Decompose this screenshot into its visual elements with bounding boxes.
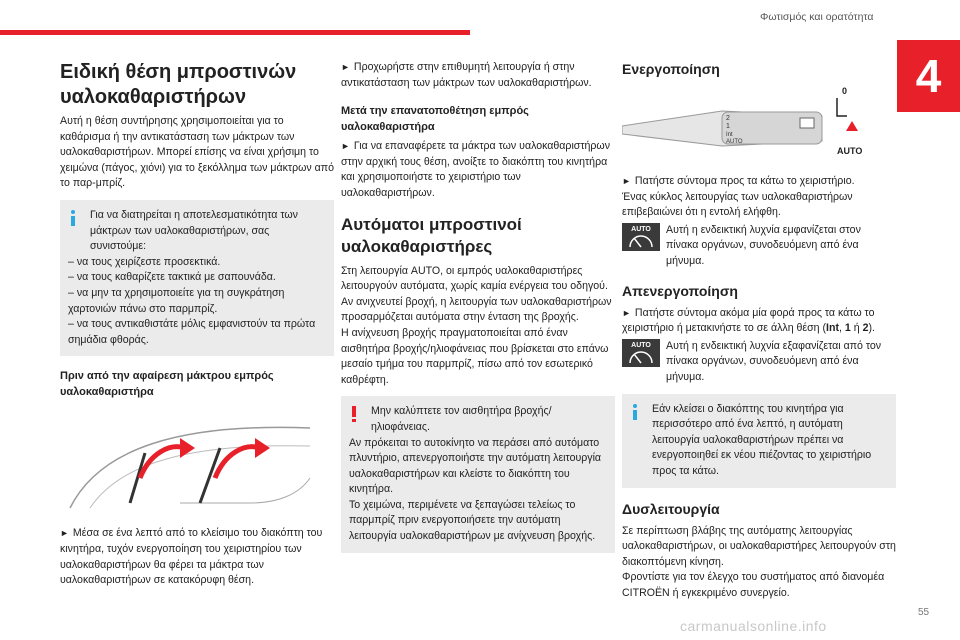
warning-box bbox=[341, 396, 615, 552]
step-arrow-icon: ► bbox=[60, 528, 69, 539]
warning-icon bbox=[349, 406, 359, 422]
intro-paragraph: Αυτή η θέση συντήρησης χρησιμοποιείται για το καθάρισμα ή την αντικατάσταση των μάκτρων των υαλοκαθαριστήρων. Μπορεί επίσης να είναι χρήσιμη το χειμώνα (πάγος, χιόνι) για το ξεκόλλημα των μάκτρων από το παρ-μπρίζ. bbox=[60, 115, 334, 190]
subheading-activation: Ενεργοποίηση bbox=[622, 61, 720, 77]
auto-wiper-indicator-icon: AUTO bbox=[622, 339, 660, 367]
warning-text: Το χειμώνα, περιμένετε να ξεπαγώσει τελείως το παρμπρίζ πριν ενεργοποιήσετε την αυτόματη λειτουργία υαλοκαθαριστήρων με ανίχνευση βροχής. bbox=[349, 498, 596, 543]
auto-wiper-indicator-icon: AUTO bbox=[622, 223, 660, 251]
indicator-text: Αυτή η ενδεικτική λυχνία εξαφανίζεται από τον πίνακα οργάνων, συνοδευόμενη από ένα μήνυμα. bbox=[666, 339, 882, 383]
chapter-number-tab: 4 bbox=[897, 40, 960, 112]
info-box bbox=[60, 200, 334, 356]
warning-text: Μην καλύπτετε τον αισθητήρα βροχής/ηλιοφάνειας. bbox=[371, 405, 552, 433]
stalk-label-auto: AUTO bbox=[726, 139, 743, 145]
column-right bbox=[622, 60, 896, 601]
instruction-step: ► Μέσα σε ένα λεπτό από το κλείσιμο του διακόπτη του κινητήρα, τυχόν ενεργοποίηση του χειριστηρίου των υαλοκαθαριστήρων θα φέρει τα μάκτρα των υαλοκαθαριστήρων σε κατακόρυφη θέση. bbox=[60, 527, 323, 587]
step-arrow-icon: ► bbox=[622, 176, 631, 186]
subheading: Πριν από την αφαίρεση μάκτρου εμπρός υαλοκαθαριστήρα bbox=[60, 370, 274, 399]
body-paragraph: Σε περίπτωση βλάβης της αυτόματης λειτουργίας υαλοκαθαριστήρων, οι υαλοκαθαριστήρες λειτουργούν στη διακοπτόμενη κίνηση. bbox=[622, 524, 896, 568]
auto-indicator-row bbox=[622, 223, 896, 270]
stalk-label-2: 2 bbox=[726, 115, 730, 122]
stalk-zero-label: 0 bbox=[842, 86, 848, 96]
instruction-step: ► Πατήστε σύντομα ακόμα μία φορά προς τα κάτω το χειριστήριο ή μετακινήστε το σε άλλη θέση (Int, 1 ή 2). bbox=[622, 306, 875, 335]
subheading-deactivation: Απενεργοποίηση bbox=[622, 282, 738, 299]
instruction-step: ► Πατήστε σύντομα προς τα κάτω το χειριστήριο. bbox=[622, 175, 855, 187]
instruction-step: ► Προχωρήστε στην επιθυμητή λειτουργία ή στην αντικατάσταση των μάκτρων των υαλοκαθαριστήρων. bbox=[341, 61, 592, 89]
stalk-auto-label: AUTO bbox=[837, 146, 863, 156]
press-arrow-icon bbox=[846, 121, 858, 131]
indicator-text: Αυτή η ενδεικτική λυχνία εμφανίζεται στον πίνακα οργάνων, συνοδευόμενη από ένα μήνυμα. bbox=[666, 223, 861, 267]
body-paragraph: Φροντίστε για τον έλεγχο του συστήματος από διανομέα CITROËN ή εγκεκριμένο συνεργείο. bbox=[622, 571, 885, 599]
subheading: Μετά την επανατοποθέτηση εμπρός υαλοκαθαριστήρα bbox=[341, 105, 529, 134]
subheading-malfunction: Δυσλειτουργία bbox=[622, 500, 720, 517]
info-text: Εάν κλείσει ο διακόπτης του κινητήρα για περισσότερο από ένα λεπτό, η αυτόματη λειτουργία υαλοκαθαριστήρων πρέπει να ενεργοποιηθεί εκ νέου πιέζοντας το χειριστήριο προς τα κάτω. bbox=[652, 402, 872, 477]
windshield-wipers-illustration bbox=[60, 408, 320, 518]
step-arrow-icon: ► bbox=[341, 62, 350, 72]
info-box bbox=[622, 394, 896, 488]
stalk-label-1: 1 bbox=[726, 123, 730, 130]
info-list-item: – να τους χειρίζεστε προσεκτικά. bbox=[68, 255, 221, 268]
step-arrow-icon: ► bbox=[622, 307, 631, 318]
body-paragraph: Η ανίχνευση βροχής πραγματοποιείται από έναν αισθητήρα βροχής/ηλιοφάνειας που βρίσκεται στο επάνω μεσαίο τμήμα του παρμπρίζ, πίσω από τον εσωτερικό καθρέφτη. bbox=[341, 326, 609, 386]
step-arrow-icon: ► bbox=[341, 141, 350, 152]
section-heading: Αυτόματοι μπροστινοί υαλοκαθαριστήρες bbox=[341, 214, 522, 256]
info-list-item: – να τους καθαρίζετε τακτικά με σαπουνάδα. bbox=[68, 271, 276, 284]
info-text: Για να διατηρείται η αποτελεσματικότητα των μάκτρων των υαλοκαθαριστήρων, σας συνιστούμε: bbox=[90, 208, 298, 253]
section-heading: Ειδική θέση μπροστινών υαλοκαθαριστήρων bbox=[60, 61, 297, 108]
info-icon bbox=[630, 404, 640, 420]
instruction-step: ► Για να επαναφέρετε τα μάκτρα των υαλοκαθαριστήρων στην αρχική τους θέση, ανοίξτε το διακόπτη του κινητήρα και χρησιμοποιήστε το χειριστήριο των υαλοκαθαριστήρων. bbox=[341, 140, 611, 199]
column-middle bbox=[341, 60, 615, 561]
auto-indicator-row bbox=[622, 339, 896, 386]
body-paragraph: Ένας κύκλος λειτουργίας των υαλοκαθαριστήρων επιβεβαιώνει ότι η εντολή ελήφθη. bbox=[622, 190, 853, 219]
info-list-item: – να τους αντικαθιστάτε μόλις εμφανιστούν τα πρώτα σημάδια φθοράς. bbox=[68, 318, 316, 346]
column-left bbox=[60, 60, 334, 589]
stalk-label-int: Int bbox=[726, 132, 733, 138]
body-paragraph: Στη λειτουργία AUTO, οι εμπρός υαλοκαθαριστήρες λειτουργούν αυτόματα, χωρίς καμία ενέργεια του οδηγού. Αν ανιχνευτεί βροχή, η λειτουργία των υαλοκαθαριστήρων προσαρμόζεται αυτόματα στην ένταση της βροχής. bbox=[341, 264, 612, 324]
info-icon bbox=[68, 210, 78, 226]
watermark: carmanualsonline.info bbox=[680, 618, 827, 634]
info-list-item: – να μην τα χρησιμοποιείτε για τη συγκράτηση χαρτονιών πάνω στο παρμπρίζ. bbox=[68, 286, 285, 315]
page-number: 55 bbox=[918, 607, 930, 618]
warning-text: Αν πρόκειται το αυτοκίνητο να περάσει από αυτόματο πλυντήριο, απενεργοποιήστε την αυτόματη λειτουργία υαλοκαθαριστήρων και κλείστε το διακόπτη του κινητήρα. bbox=[349, 436, 602, 496]
section-title: Φωτισμός και ορατότητα bbox=[760, 11, 874, 23]
header-accent-bar bbox=[0, 30, 470, 35]
wiper-stalk-illustration bbox=[622, 86, 882, 166]
